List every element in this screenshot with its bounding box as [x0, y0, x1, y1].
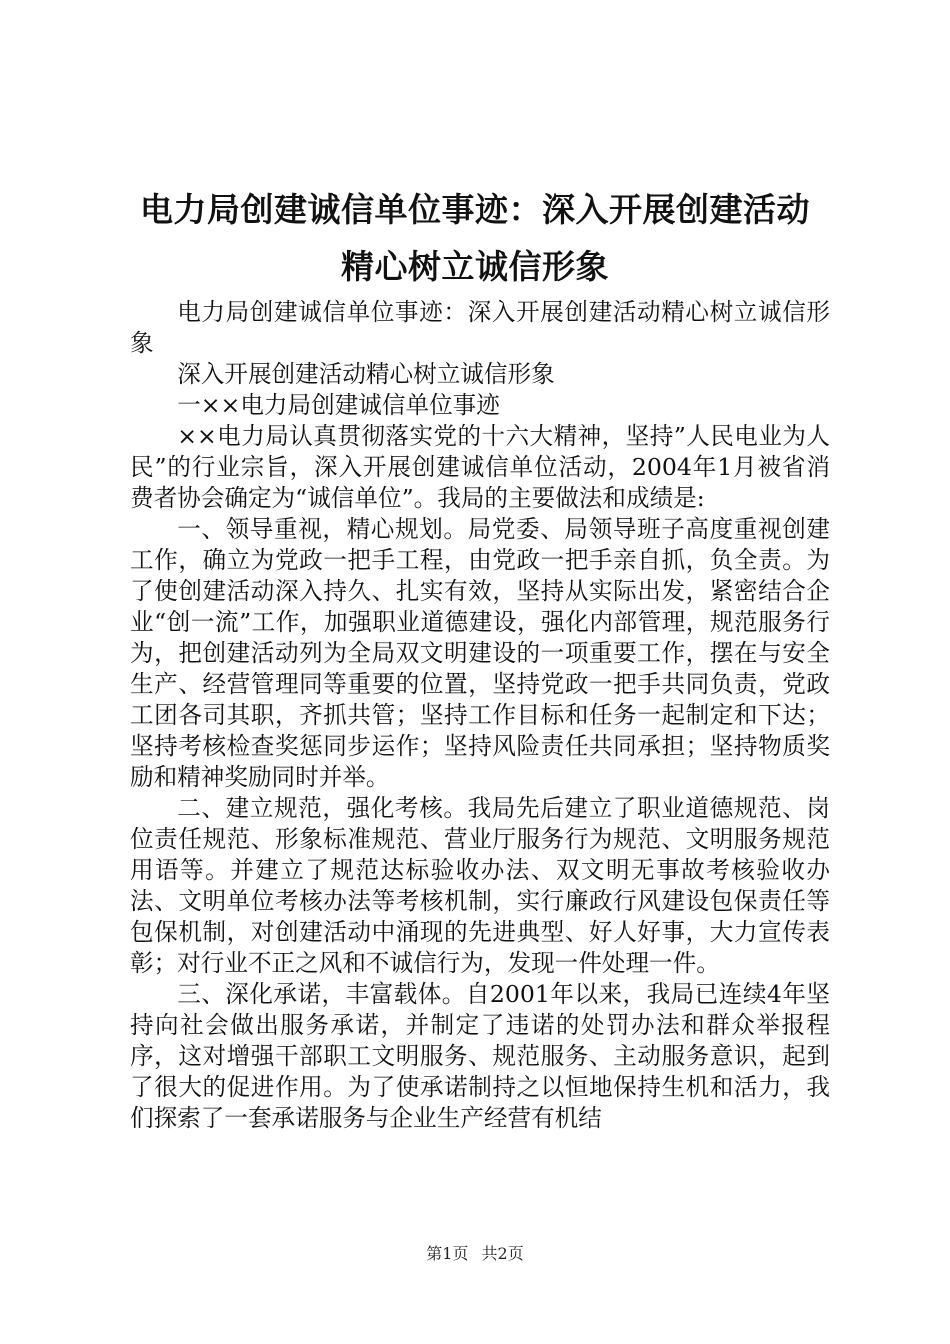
document-title-line-1: 电力局创建诚信单位事迹：深入开展创建活动 — [140, 190, 810, 229]
paragraph-repeat-title: 电力局创建诚信单位事迹：深入开展创建活动精心树立诚信形象 — [130, 298, 830, 357]
paragraph-intro: ××电力局认真贯彻落实党的十六大精神，坚持”人民电业为人民”的行业宗旨，深入开展创建诚信单位活动，2004年1月被省消费者协会确定为“诚信单位”。我局的主要做法和成绩是: — [130, 422, 830, 512]
page-total: 共2页 — [481, 1244, 524, 1263]
document-title-line-2: 精心树立诚信形象 — [341, 247, 609, 286]
paragraph-byline: 一××电力局创建诚信单位事迹 — [177, 391, 500, 419]
paragraph-section-2: 二、建立规范，强化考核。我局先后建立了职业道德规范、岗位责任规范、形象标准规范、营业厅服务行为规范、文明服务规范用语等。并建立了规范达标验收办法、双文明无事故考核验收办法、文明单位考核办法等考核机制，实行廉政行风建设包保责任等包保机制，对创建活动中涌现的先进典型、好人好事，大力宣传表彰；对行业不正之风和不诚信行为，发现一件处理一件。 — [130, 794, 830, 977]
page-footer — [0, 1244, 950, 1264]
page-number: 第1页 — [426, 1244, 469, 1263]
paragraph-section-3: 三、深化承诺，丰富载体。自2001年以来，我局已连续4年坚持向社会做出服务承诺，并制定了违诺的处罚办法和群众举报程序，这对增强干部职工文明服务、规范服务、主动服务意识，起到了很大的促进作用。为了使承诺制持之以恒地保持生机和活力，我们探索了一套承诺服务与企业生产经营有机结 — [130, 980, 830, 1132]
paragraph-section-1: 一、领导重视，精心规划。局党委、局领导班子高度重视创建工作，确立为党政一把手工程，由党政一把手亲自抓，负全责。为了使创建活动深入持久、扎实有效，坚持从实际出发，紧密结合企业“创一流”工作，加强职业道德建设，强化内部管理，规范服务行为，把创建活动列为全局双文明建设的一项重要工作，摆在与安全生产、经营管理同等重要的位置，坚持党政一把手共同负责，党政工团各司其职，齐抓共管；坚持工作目标和任务一起制定和下达；坚持考核检查奖惩同步运作；坚持风险责任共同承担；坚持物质奖励和精神奖励同时并举。 — [130, 515, 830, 791]
paragraph-subtitle: 深入开展创建活动精心树立诚信形象 — [177, 360, 555, 388]
document-body — [130, 297, 830, 1134]
